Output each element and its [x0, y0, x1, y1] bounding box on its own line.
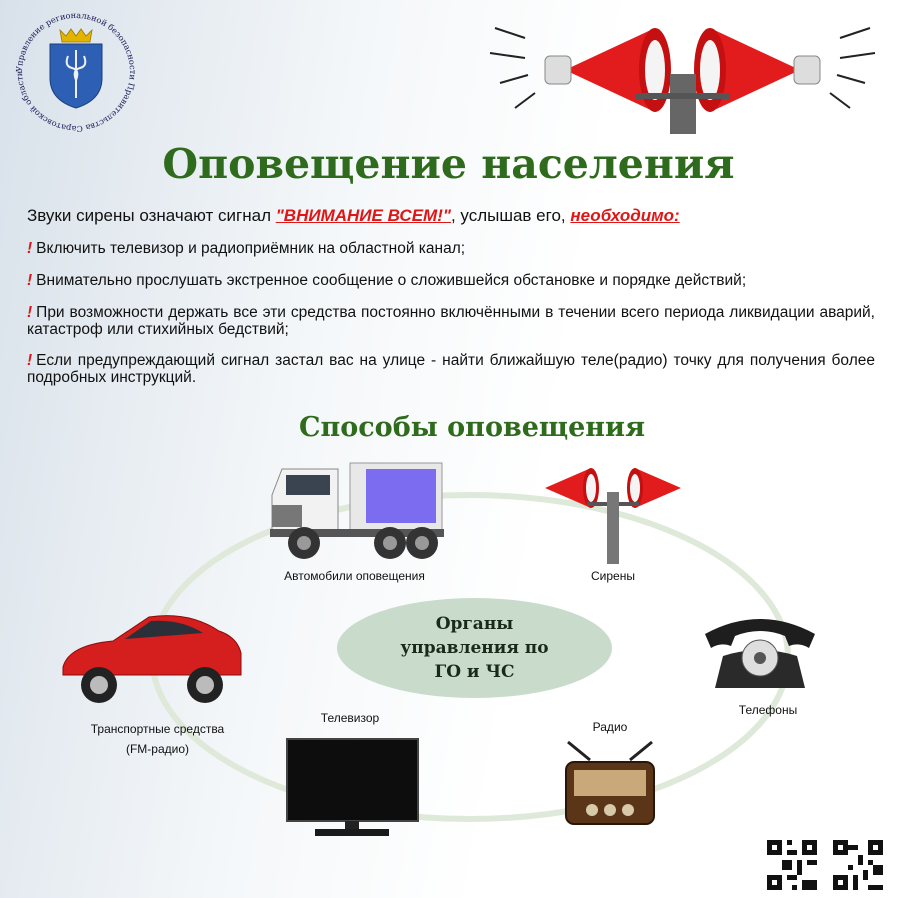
car-icon [55, 605, 245, 710]
siren-icon [523, 462, 703, 567]
coat-of-arms-icon [50, 29, 102, 108]
methods-title: Способы оповещения [298, 412, 646, 443]
telephone-icon [695, 612, 825, 692]
caption-phones: Телефоны [738, 703, 798, 717]
center-authority: Органы управления по ГО и ЧС [337, 598, 612, 698]
intro-middle: , услышав его, [450, 206, 571, 225]
signal-name: "ВНИМАНИЕ ВСЕМ!" [275, 206, 451, 225]
radio-icon [560, 740, 660, 830]
must-label: необходимо: [570, 206, 680, 225]
exclamation-icon: ! [27, 304, 33, 321]
bullet-3: ! При возможности держать все эти средства постоянно включёнными в течении всего периода ликвидации аварий, катастроф или стихийных бедствий; [27, 304, 875, 338]
exclamation-icon: ! [27, 272, 33, 289]
intro-line [27, 206, 680, 226]
caption-transport: Транспортные средства (FM-радио) [90, 722, 225, 756]
logo-ring-text: Управление региональной безопасности Правительства Саратовской области [13, 9, 139, 135]
caption-sirens: Сирены [591, 569, 635, 583]
bullet-4: ! Если предупреждающий сигнал застал вас на улице - найти ближайшую теле(радио) точку для получения более подробных инструкций. [27, 352, 875, 386]
tv-icon [285, 737, 420, 840]
intro-prefix: Звуки сирены означают сигнал [27, 206, 276, 225]
caption-radio: Радио [592, 720, 628, 734]
caption-tv: Телевизор [320, 711, 380, 725]
bullet-2: ! Внимательно прослушать экстренное сообщение о сложившейся обстановке и порядке действий; [27, 272, 747, 289]
exclamation-icon: ! [27, 352, 33, 369]
qr-code-icon [767, 840, 817, 890]
page-title: Оповещение населения [162, 140, 735, 188]
caption-vehicles: Автомобили оповещения [284, 569, 425, 583]
warning-truck-icon [262, 455, 447, 567]
qr-code-icon [833, 840, 883, 890]
bullet-1: ! Включить телевизор и радиоприёмник на областной канал; [27, 240, 466, 257]
loudspeakers-illustration [485, 8, 880, 136]
exclamation-icon: ! [27, 240, 33, 257]
region-logo [12, 8, 140, 136]
